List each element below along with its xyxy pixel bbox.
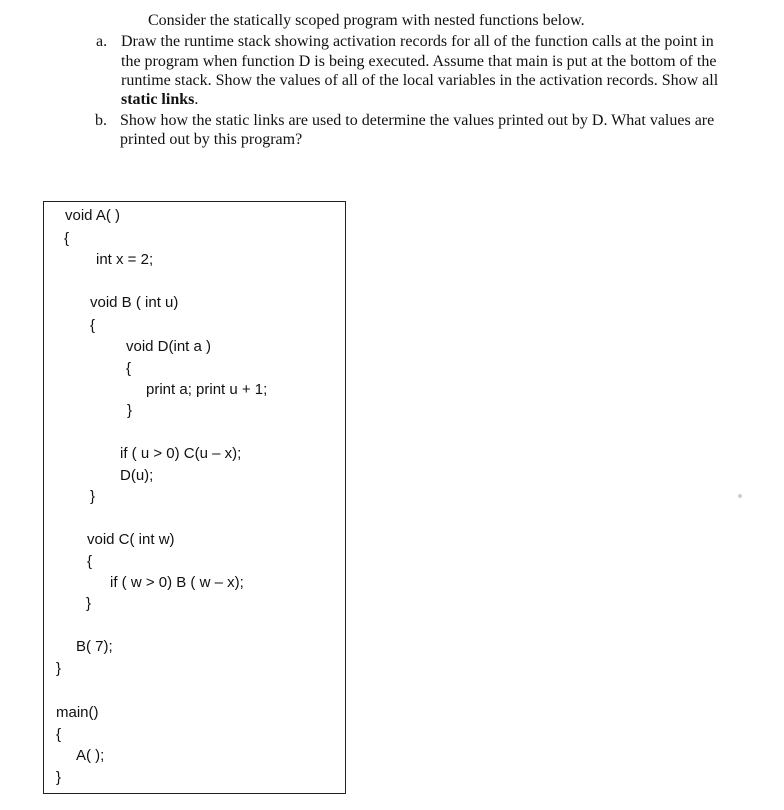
code-line-call-a: A( ); <box>76 747 105 764</box>
static-links-emphasis: static links <box>121 91 195 108</box>
part-a-line-1: Draw the runtime stack showing activation records for all of the function calls at the point in <box>121 33 714 50</box>
code-line-main-open-brace: { <box>56 726 62 743</box>
part-b-line-2: printed out by this program? <box>120 131 303 148</box>
code-line-a-open-brace: { <box>64 230 70 247</box>
code-line-c-open-brace: { <box>87 553 93 570</box>
code-line-void-c: void C( int w) <box>87 531 175 548</box>
code-line-void-b: void B ( int u) <box>90 294 179 311</box>
code-line-main-close-brace: } <box>56 769 62 786</box>
code-line-main: main() <box>56 704 99 721</box>
code-line-d-close-brace: } <box>127 402 133 419</box>
part-b-line-1: Show how the static links are used to determine the values printed out by D. What values are <box>120 112 715 129</box>
code-line-void-a: void A( ) <box>65 207 121 224</box>
part-a-line-4 <box>121 91 198 109</box>
code-line-int-x: int x = 2; <box>96 251 154 268</box>
code-line-call-d: D(u); <box>120 467 154 484</box>
scan-speck <box>738 494 742 498</box>
code-line-if-u: if ( u > 0) C(u – x); <box>120 445 242 462</box>
code-line-c-close-brace: } <box>86 595 92 612</box>
part-a-period: . <box>194 91 199 108</box>
code-line-b-close-brace: } <box>90 488 96 505</box>
part-a-marker: a. <box>96 33 108 50</box>
part-a-line-2: the program when function D is being executed. Assume that main is put at the bottom of the <box>121 53 717 70</box>
part-b-marker: b. <box>95 112 107 129</box>
part-a-line-3: runtime stack. Show the values of all of the local variables in the activation records. Show all <box>121 72 719 89</box>
code-line-if-w: if ( w > 0) B ( w – x); <box>110 574 244 591</box>
code-line-d-open-brace: { <box>126 360 132 377</box>
code-line-print: print a; print u + 1; <box>146 381 268 398</box>
question-intro: Consider the statically scoped program with nested functions below. <box>148 12 585 29</box>
code-line-call-b: B( 7); <box>76 638 113 655</box>
code-line-b-open-brace: { <box>90 317 96 334</box>
code-line-void-d: void D(int a ) <box>126 338 212 355</box>
code-line-a-close-brace: } <box>56 660 62 677</box>
